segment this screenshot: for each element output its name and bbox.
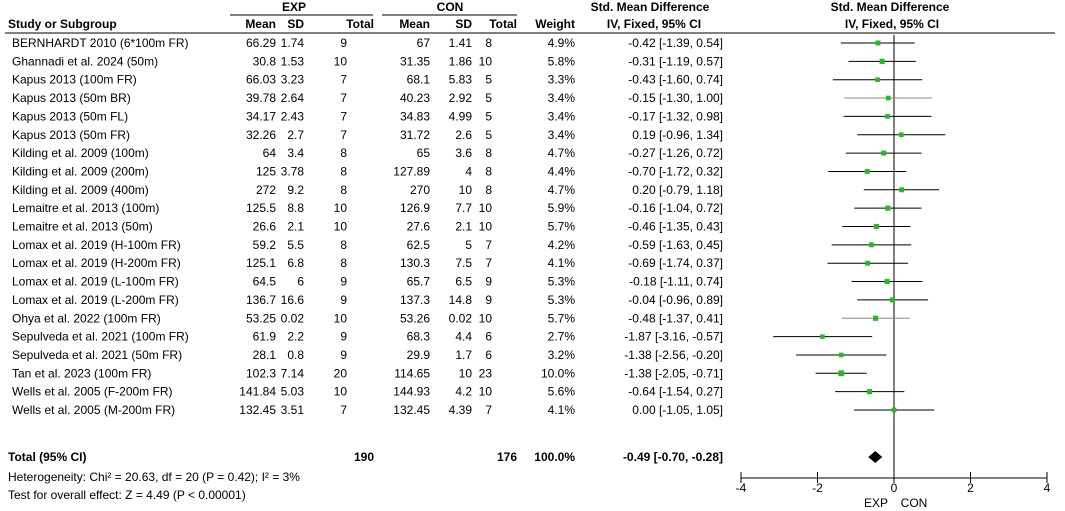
- exp-total: 8: [340, 146, 347, 161]
- study-name: Lomax et al. 2019 (L-200m FR): [12, 292, 179, 307]
- exp-mean: 66.29: [245, 36, 276, 50]
- exp-mean: 125.5: [245, 201, 276, 216]
- study-ci-text: -0.31 [-1.19, 0.57]: [628, 54, 723, 69]
- exp-total: 8: [340, 164, 347, 179]
- con-sd: 5: [465, 237, 472, 252]
- con-mean: 65: [416, 146, 430, 161]
- con-mean: 270: [409, 182, 430, 197]
- exp-sd: 2.1: [287, 219, 304, 234]
- exp-total: 7: [340, 127, 347, 142]
- con-total: 7: [485, 256, 492, 271]
- con-mean: 27.6: [406, 219, 430, 234]
- exp-mean: 32.26: [245, 127, 276, 142]
- x-tick-label: -2: [812, 481, 823, 495]
- con-mean: 53.26: [399, 311, 430, 326]
- exp-total: 10: [333, 384, 347, 399]
- con-mean: 34.83: [399, 109, 430, 124]
- study-weight: 4.2%: [547, 237, 575, 252]
- con-total: 8: [485, 182, 492, 197]
- con-sd: 1.7: [455, 347, 472, 362]
- study-name: Lomax et al. 2019 (L-100m FR): [12, 274, 179, 289]
- exp-sd: 1.53: [280, 54, 304, 69]
- study-weight: 5.3%: [547, 292, 575, 307]
- exp-total: 20: [333, 366, 347, 381]
- exp-total: 8: [340, 182, 347, 197]
- exp-total: 10: [333, 219, 347, 234]
- exp-mean-header: Mean: [245, 17, 276, 31]
- exp-mean: 61.9: [252, 329, 276, 344]
- exp-sd: 3.4: [287, 146, 304, 161]
- study-ci-text: -0.16 [-1.04, 0.72]: [628, 201, 723, 216]
- total-exp-n: 190: [353, 450, 374, 464]
- effect-marker: [820, 334, 824, 338]
- con-total: 5: [485, 72, 492, 87]
- con-mean: 29.9: [406, 347, 430, 362]
- exp-mean: 26.6: [252, 219, 276, 234]
- exp-total: 9: [340, 347, 347, 362]
- effect-marker: [875, 77, 880, 82]
- exp-total: 8: [340, 237, 347, 252]
- exp-mean: 64: [262, 146, 276, 161]
- con-sd: 4.4: [455, 329, 472, 344]
- study-weight: 5.7%: [547, 219, 575, 234]
- con-mean: 67: [416, 36, 430, 50]
- study-ci-text: -0.69 [-1.74, 0.37]: [628, 256, 723, 271]
- study-weight: 5.8%: [547, 54, 575, 69]
- study-name: Kapus 2013 (50m FL): [12, 109, 129, 124]
- study-ci-text: 0.00 [-1.05, 1.05]: [632, 403, 723, 417]
- exp-sd: 0.8: [287, 347, 304, 362]
- study-ci-text: -0.64 [-1.54, 0.27]: [628, 384, 723, 399]
- total-label: Total (95% CI): [8, 450, 87, 464]
- plot-area: [736, 35, 1051, 495]
- con-total: 10: [478, 201, 492, 216]
- effect-marker: [869, 242, 874, 247]
- study-ci-text: -0.46 [-1.35, 0.43]: [628, 219, 723, 234]
- exp-mean: 102.3: [245, 366, 276, 381]
- exp-sd: 6: [297, 274, 304, 289]
- exp-mean: 34.17: [245, 109, 276, 124]
- study-weight: 4.7%: [547, 146, 575, 161]
- exp-mean: 132.45: [239, 403, 276, 417]
- effect-marker: [892, 408, 897, 413]
- exp-sd: 7.14: [280, 366, 304, 381]
- study-weight: 3.4%: [547, 109, 575, 124]
- effect-marker: [880, 59, 885, 64]
- study-name: Kapus 2013 (50m BR): [12, 91, 131, 106]
- study-weight: 2.7%: [547, 329, 575, 344]
- exp-total: 7: [340, 72, 347, 87]
- study-name: Wells et al. 2005 (F-200m FR): [12, 384, 173, 399]
- study-weight: 3.4%: [547, 91, 575, 106]
- study-ci-text: -1.87 [-3.16, -0.57]: [624, 329, 723, 344]
- heterogeneity-text: Heterogeneity: Chi² = 20.63, df = 20 (P = 0.42); I² = 3%: [8, 470, 300, 484]
- con-mean-header: Mean: [399, 17, 430, 31]
- con-mean: 31.35: [399, 54, 430, 69]
- con-sd: 4.39: [448, 403, 472, 417]
- study-weight: 5.7%: [547, 311, 575, 326]
- study-name: Kilding et al. 2009 (400m): [12, 182, 149, 197]
- exp-mean: 64.5: [252, 274, 276, 289]
- plot-title-header: Std. Mean Difference: [830, 0, 950, 14]
- exp-mean: 66.03: [245, 72, 276, 87]
- study-ci-text: 0.20 [-0.79, 1.18]: [632, 182, 723, 197]
- study-name: Tan et al. 2023 (100m FR): [12, 366, 152, 381]
- con-sd: 14.8: [448, 292, 472, 307]
- study-name: BERNHARDT 2010 (6*100m FR): [12, 36, 189, 50]
- study-name: Lomax et al. 2019 (H-200m FR): [12, 256, 181, 271]
- exp-total: 9: [340, 36, 347, 50]
- exp-mean: 28.1: [252, 347, 276, 362]
- con-mean: 130.3: [399, 256, 430, 271]
- study-weight: 5.9%: [547, 201, 575, 216]
- study-weight: 4.4%: [547, 164, 575, 179]
- study-weight: 5.3%: [547, 274, 575, 289]
- exp-group-header: EXP: [281, 0, 307, 14]
- exp-total: 9: [340, 292, 347, 307]
- con-sd: 1.41: [448, 36, 472, 50]
- study-name: Sepulveda et al. 2021 (100m FR): [12, 329, 189, 344]
- effect-marker: [865, 261, 870, 266]
- exp-mean: 30.8: [252, 54, 276, 69]
- exp-mean: 39.78: [245, 91, 276, 106]
- exp-mean: 59.2: [252, 237, 276, 252]
- study-weight: 4.1%: [547, 256, 575, 271]
- study-ci-text: -0.17 [-1.32, 0.98]: [628, 109, 723, 124]
- study-weight: 4.7%: [547, 182, 575, 197]
- con-total: 7: [485, 237, 492, 252]
- exp-mean: 272: [255, 182, 276, 197]
- effect-marker: [875, 41, 880, 46]
- con-mean: 114.65: [394, 366, 430, 381]
- total-weight: 100.0%: [534, 450, 575, 464]
- con-total: 10: [478, 54, 492, 69]
- exp-mean: 125: [255, 164, 276, 179]
- weight-header: Weight: [535, 17, 575, 31]
- con-total: 6: [485, 329, 492, 344]
- effect-title-header: Std. Mean Difference: [590, 0, 710, 14]
- con-sd: 3.6: [455, 146, 472, 161]
- exp-total: 9: [340, 274, 347, 289]
- con-sd: 10: [458, 366, 472, 381]
- study-ci-text: -0.70 [-1.72, 0.32]: [628, 164, 723, 179]
- con-sd: 10: [458, 182, 472, 197]
- study-ci-text: -0.27 [-1.26, 0.72]: [628, 146, 723, 161]
- con-mean: 126.9: [399, 201, 430, 216]
- pooled-diamond: [868, 451, 882, 463]
- study-name: Lemaitre et al. 2013 (50m): [12, 219, 153, 234]
- x-tick-label: 2: [967, 481, 974, 495]
- study-weight: 3.3%: [547, 72, 575, 87]
- con-total: 5: [485, 91, 492, 106]
- study-ci-text: -1.38 [-2.56, -0.20]: [624, 347, 723, 362]
- plot-method-header: IV, Fixed, 95% CI: [844, 17, 940, 31]
- exp-sd: 16.6: [280, 292, 304, 307]
- con-mean: 65.7: [406, 274, 430, 289]
- con-total: 8: [485, 146, 492, 161]
- con-total: 9: [485, 274, 492, 289]
- con-sd: 7.5: [455, 256, 472, 271]
- effect-marker: [865, 169, 870, 174]
- con-sd: 2.92: [448, 91, 472, 106]
- study-weight: 10.0%: [540, 366, 575, 381]
- exp-sd: 6.8: [287, 256, 304, 271]
- con-sd: 5.83: [448, 72, 472, 87]
- exp-sd: 5.03: [280, 384, 304, 399]
- effect-marker: [881, 151, 886, 156]
- con-sd: 4.2: [455, 384, 472, 399]
- study-name: Sepulveda et al. 2021 (50m FR): [12, 347, 183, 362]
- study-name: Wells et al. 2005 (M-200m FR): [12, 403, 176, 417]
- exp-sd-header: SD: [287, 17, 304, 31]
- effect-marker: [886, 96, 891, 101]
- study-name: Kilding et al. 2009 (200m): [12, 164, 149, 179]
- study-weight: 4.9%: [547, 36, 575, 50]
- con-total: 9: [485, 292, 492, 307]
- exp-sd: 3.78: [280, 164, 304, 179]
- study-ci-text: -0.15 [-1.30, 1.00]: [628, 91, 723, 106]
- x-tick-label: -4: [735, 481, 747, 495]
- x-tick-label: 4: [1043, 481, 1051, 495]
- study-name: Kapus 2013 (100m FR): [12, 72, 137, 87]
- study-name: Ohya et al. 2022 (100m FR): [12, 311, 161, 326]
- effect-method-header: IV, Fixed, 95% CI: [606, 17, 702, 31]
- con-sd: 7.7: [455, 201, 472, 216]
- exp-sd: 9.2: [287, 182, 304, 197]
- effect-marker: [885, 206, 890, 211]
- exp-sd: 1.74: [280, 36, 304, 50]
- effect-marker: [867, 389, 872, 394]
- con-group-header: CON: [436, 0, 464, 14]
- con-mean: 68.3: [406, 329, 430, 344]
- x-tick-label: 0: [890, 481, 898, 495]
- exp-sd: 8.8: [287, 201, 304, 216]
- con-total: 10: [478, 219, 492, 234]
- con-sd: 2.6: [455, 127, 472, 142]
- exp-mean: 125.1: [245, 256, 276, 271]
- exp-total: 7: [340, 109, 347, 124]
- study-name: Lemaitre et al. 2013 (100m): [12, 201, 160, 216]
- axis-right-label: CON: [900, 496, 928, 510]
- con-total: 8: [485, 36, 492, 50]
- study-ci-text: -0.18 [-1.11, 0.74]: [629, 274, 723, 289]
- con-total: 5: [485, 109, 492, 124]
- study-name: Lomax et al. 2019 (H-100m FR): [12, 237, 181, 252]
- con-total: 10: [478, 311, 492, 326]
- axis-left-label: EXP: [863, 496, 889, 510]
- effect-marker: [873, 316, 878, 321]
- study-rows: [12, 36, 723, 417]
- exp-mean: 141.84: [239, 384, 276, 399]
- exp-total: 7: [340, 403, 347, 417]
- study-name: Kilding et al. 2009 (100m): [12, 146, 149, 161]
- con-sd: 6.5: [455, 274, 472, 289]
- effect-marker: [838, 370, 844, 376]
- study-name: Kapus 2013 (50m FR): [12, 127, 131, 142]
- effect-marker: [890, 297, 895, 302]
- con-total: 6: [485, 347, 492, 362]
- con-sd: 1.86: [448, 54, 472, 69]
- exp-total-header: Total: [346, 17, 374, 31]
- study-name: Ghannadi et al. 2024 (50m): [12, 54, 159, 69]
- total-ci-text: -0.49 [-0.70, -0.28]: [622, 450, 723, 464]
- effect-marker: [874, 224, 879, 229]
- effect-marker: [899, 187, 904, 192]
- study-ci-text: -0.04 [-0.96, 0.89]: [628, 292, 723, 307]
- overall-effect-text: Test for overall effect: Z = 4.49 (P < 0.00001): [8, 488, 246, 502]
- effect-marker: [899, 132, 904, 137]
- con-sd: 4: [465, 164, 472, 179]
- effect-marker: [885, 279, 890, 284]
- study-ci-text: -0.42 [-1.39, 0.54]: [628, 36, 723, 50]
- con-mean: 31.72: [399, 127, 430, 142]
- study-weight: 5.6%: [547, 384, 575, 399]
- exp-total: 10: [333, 311, 347, 326]
- con-total: 7: [485, 403, 492, 417]
- exp-total: 9: [340, 329, 347, 344]
- exp-sd: 3.23: [280, 72, 304, 87]
- study-weight: 4.1%: [547, 403, 575, 417]
- con-mean: 62.5: [406, 237, 430, 252]
- con-total: 5: [485, 127, 492, 142]
- study-ci-text: -0.43 [-1.60, 0.74]: [628, 72, 723, 87]
- con-total-header: Total: [489, 17, 517, 31]
- con-mean: 40.23: [399, 91, 430, 106]
- exp-sd: 3.51: [280, 403, 304, 417]
- exp-sd: 2.7: [287, 127, 304, 142]
- con-sd: 4.99: [448, 109, 472, 124]
- study-header: Study or Subgroup: [8, 17, 117, 31]
- con-sd: 2.1: [455, 219, 472, 234]
- exp-mean: 136.7: [245, 292, 276, 307]
- con-sd-header: SD: [455, 17, 472, 31]
- exp-total: 10: [333, 201, 347, 216]
- study-ci-text: -0.59 [-1.63, 0.45]: [628, 237, 723, 252]
- exp-sd: 2.43: [280, 109, 304, 124]
- effect-marker: [885, 114, 890, 119]
- exp-total: 10: [333, 54, 347, 69]
- exp-sd: 5.5: [287, 237, 304, 252]
- study-weight: 3.2%: [547, 347, 575, 362]
- con-mean: 144.93: [393, 384, 430, 399]
- con-total: 10: [478, 384, 492, 399]
- con-mean: 127.89: [393, 164, 430, 179]
- exp-total: 7: [340, 91, 347, 106]
- con-mean: 137.3: [399, 292, 430, 307]
- exp-total: 8: [340, 256, 347, 271]
- con-total: 8: [485, 164, 492, 179]
- study-ci-text: -1.38 [-2.05, -0.71]: [624, 366, 723, 381]
- con-mean: 132.45: [393, 403, 430, 417]
- exp-sd: 2.64: [280, 91, 304, 106]
- exp-sd: 2.2: [287, 329, 304, 344]
- study-ci-text: 0.19 [-0.96, 1.34]: [632, 127, 723, 142]
- con-mean: 68.1: [406, 72, 430, 87]
- study-ci-text: -0.48 [-1.37, 0.41]: [628, 311, 723, 326]
- effect-marker: [839, 353, 844, 358]
- exp-mean: 53.25: [245, 311, 276, 326]
- study-weight: 3.4%: [547, 127, 575, 142]
- con-sd: 0.02: [448, 311, 472, 326]
- con-total: 23: [478, 366, 492, 381]
- exp-sd: 0.02: [280, 311, 304, 326]
- total-con-n: 176: [496, 450, 517, 464]
